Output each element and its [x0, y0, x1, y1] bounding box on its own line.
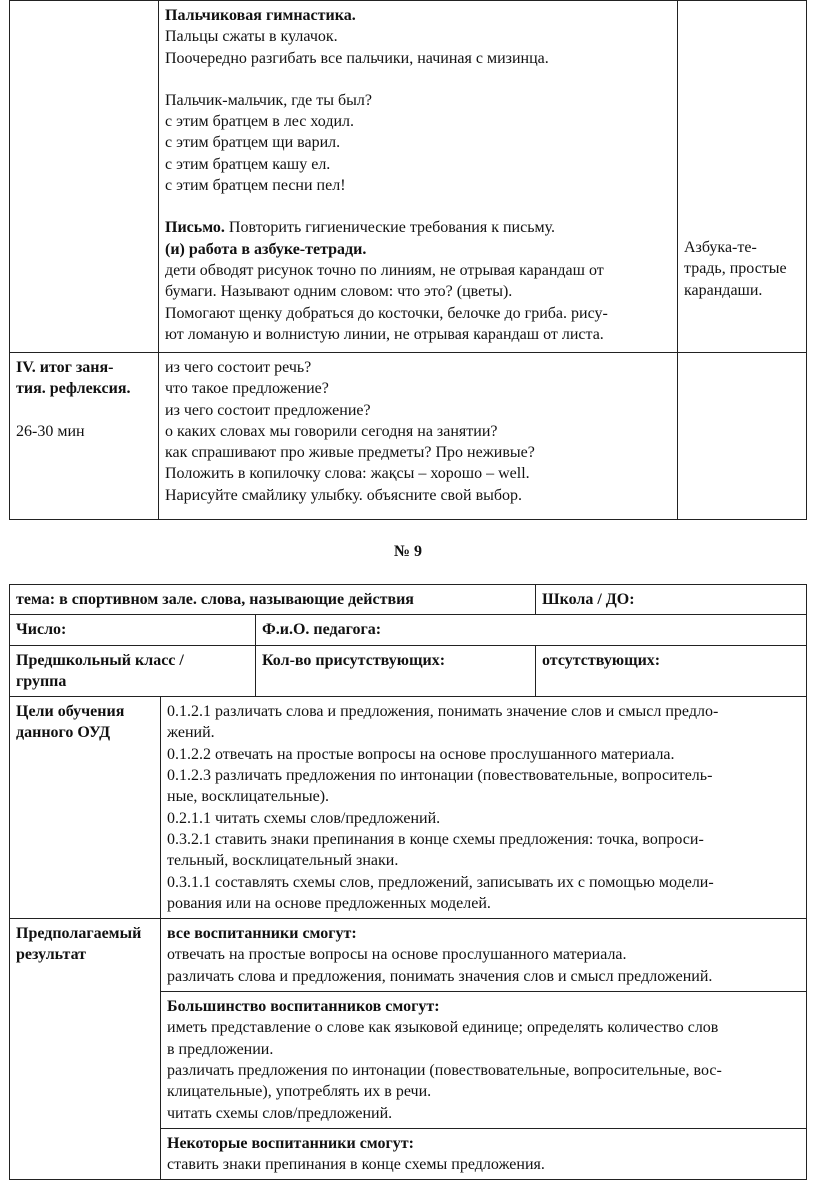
group-line: Предшкольный класс / — [16, 651, 184, 669]
group-cell — [10, 645, 256, 697]
poem-line: с этим братцем песни пел! — [165, 177, 346, 195]
result-line: иметь представление о слове как языковой единице; определять количество слов — [167, 1019, 719, 1037]
stage-cell — [10, 353, 159, 520]
poem-line: с этим братцем кашу ел. — [165, 155, 331, 173]
result-line: читать схемы слов/предложений. — [167, 1104, 393, 1122]
date-cell: Число: — [10, 615, 256, 645]
text-line: бумаги. Называют одним словом: что это? (цветы). — [165, 283, 513, 301]
resource-line: Азбука-те- — [684, 239, 757, 256]
text-line: Положить в копилочку слова: жақсы – хорошо – well. — [165, 465, 530, 483]
writing-line — [165, 217, 671, 238]
text-line: из чего состоит речь? — [165, 359, 312, 376]
present-cell: Кол-во присутствующих: — [256, 645, 536, 697]
stage-time: 26-30 мин — [16, 422, 85, 440]
resources-cell — [678, 1, 807, 353]
result-line: ставить знаки препинания в конце схемы предложения. — [167, 1156, 545, 1174]
text-line: дети обводят рисунок точно по линиям, не отрывая карандаш от — [165, 261, 604, 279]
result-most-title: Большинство воспитанников смогут: — [167, 998, 440, 1016]
text-line: ют ломаную и волнистую линии, не отрывая карандаш от листа. — [165, 325, 604, 343]
result-some-cell — [161, 1128, 807, 1180]
result-all-cell — [161, 919, 807, 992]
text-line: о каких словах мы говорили сегодня на занятии? — [165, 422, 498, 440]
result-line: различать предложения по интонации (повествовательные, вопросительные, вос- — [167, 1061, 722, 1079]
lesson-number-heading: № 9 — [393, 543, 423, 560]
table-row — [10, 645, 807, 697]
result-label-cell — [10, 919, 161, 1180]
reflection-cell — [159, 353, 678, 520]
text-line: как спрашивают про живые предметы? Про неживые? — [165, 444, 535, 462]
writing-text: Повторить гигиенические требования к письму. — [224, 219, 556, 237]
goals-label-line: данного ОУД — [16, 724, 111, 742]
result-line: различать слова и предложения, понимать значения слов и смысл предложений. — [167, 967, 713, 985]
group-line: группа — [16, 672, 67, 690]
result-label-line: результат — [16, 946, 87, 964]
goals-cell — [161, 697, 807, 919]
resource-line: традь, простые — [684, 260, 787, 278]
teacher-cell: Ф.и.О. педагога: — [256, 615, 807, 645]
table-row — [10, 585, 807, 615]
result-label-line: Предполагаемый — [16, 925, 142, 943]
result-most-cell — [161, 992, 807, 1129]
text-line: что такое предложение? — [165, 380, 329, 398]
activity-cell — [159, 1, 678, 353]
absent-cell: отсутствующих: — [536, 645, 807, 697]
table-row — [10, 1, 807, 353]
goal-line: 0.1.2.2 отвечать на простые вопросы на основе прослушанного материала. — [167, 745, 675, 763]
topic-cell: тема: в спортивном зале. слова, называющие действия — [10, 585, 536, 615]
goal-line: 0.1.2.1 различать слова и предложения, понимать значение слов и смысл предло- — [167, 703, 719, 721]
goal-line: ные, восклицательные). — [167, 788, 330, 806]
school-cell: Школа / ДО: — [536, 585, 807, 615]
text-line: Нарисуйте смайлику улыбку. объясните свой выбор. — [165, 486, 523, 504]
poem-line: с этим братцем щи варил. — [165, 134, 341, 152]
text-line: Поочередно разгибать все пальчики, начиная с мизинца. — [165, 49, 549, 67]
text-line: из чего состоит предложение? — [165, 401, 371, 419]
stage-line: IV. итог заня- — [16, 359, 114, 376]
poem-line: Пальчик-мальчик, где ты был? — [165, 91, 372, 109]
result-line: клицательные), употреблять их в речи. — [167, 1083, 432, 1101]
result-line: в предложении. — [167, 1040, 274, 1058]
text-line: Помогают щенку добраться до косточки, белочке до гриба. рису- — [165, 304, 608, 322]
goals-label-line: Цели обучения — [16, 703, 125, 721]
stage-cell-empty — [10, 1, 159, 353]
resources-cell-empty — [678, 353, 807, 520]
gymnastics-title: Пальчиковая гимнастика. — [165, 7, 356, 24]
goal-line: 0.2.1.1 читать схемы слов/предложений. — [167, 809, 441, 827]
lesson-table-bottom — [9, 584, 807, 1180]
table-row — [10, 615, 807, 645]
table-row — [10, 919, 807, 992]
text-line: Пальцы сжаты в кулачок. — [165, 28, 338, 46]
stage-line: тия. рефлексия. — [16, 380, 131, 398]
work-label: (и) работа в азбуке-тетради. — [165, 240, 367, 258]
goal-line: 0.3.1.1 составлять схемы слов, предложений, записывать их с помощью модели- — [167, 873, 714, 891]
writing-label: Письмо. — [165, 219, 225, 237]
goal-line: тельный, восклицательный знаки. — [167, 852, 399, 870]
goal-line: рования или на основе предложенных моделей. — [167, 894, 491, 912]
resource-line: карандаши. — [684, 281, 763, 299]
table-row — [10, 353, 807, 520]
result-all-title: все воспитанники смогут: — [167, 925, 357, 943]
result-some-title: Некоторые воспитанники смогут: — [167, 1134, 414, 1152]
lesson-table-top — [9, 0, 807, 520]
goal-line: 0.1.2.3 различать предложения по интонации (повествовательные, вопроситель- — [167, 767, 713, 785]
result-line: отвечать на простые вопросы на основе прослушанного материала. — [167, 946, 627, 964]
goal-line: 0.3.2.1 ставить знаки препинания в конце схемы предложения: точка, вопроси- — [167, 830, 704, 848]
table-row — [10, 697, 807, 919]
goal-line: жений. — [167, 724, 215, 742]
poem-line: с этим братцем в лес ходил. — [165, 113, 355, 131]
goals-label-cell — [10, 697, 161, 919]
